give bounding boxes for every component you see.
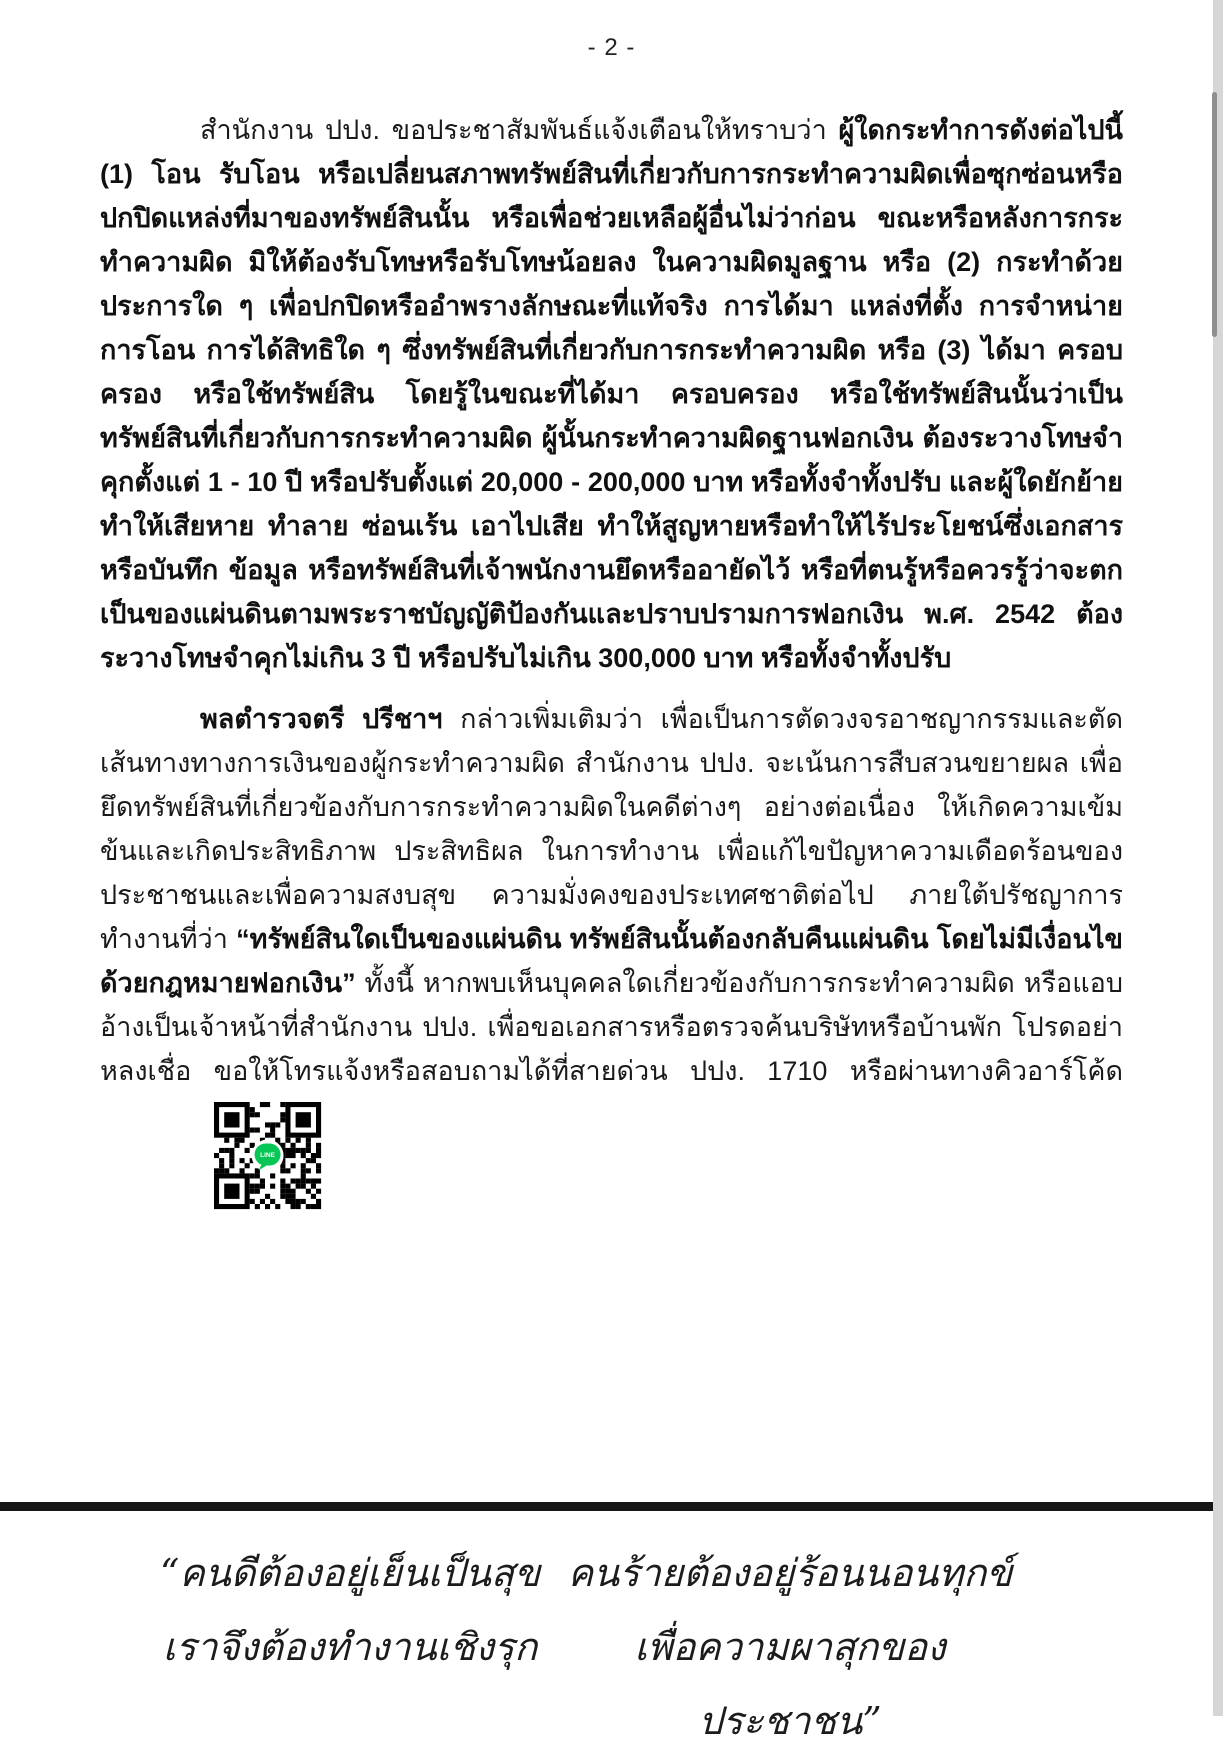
footer-quote-right-line1: คนร้ายต้องอยู่ร้อนนอนทุกข์ — [567, 1551, 1013, 1595]
paragraph-warning-bold: ผู้ใดกระทำการดังต่อไปนี้ (1) โอน รับโอน หรือเปลี่ยนสภาพทรัพย์สินที่เกี่ยวกับการกระทำความผิดเพื่อซุกซ่อนหรือปกปิดแหล่งที่มาของทรัพย์สินนั้น หรือเพื่อช่วยเหลือผู้อื่นไม่ว่าก่อน ขณะหรือหลังการกระทำความผิด มิให้ต้องรับโทษหรือรับโทษน้อยลง ในความผิดมูลฐาน หรือ (2) กระทำด้วยประการใด ๆ เพื่อปกปิดหรืออำพรางลักษณะที่แท้จริง การได้มา แหล่งที่ตั้ง การจำหน่าย การโอน การได้สิทธิใด ๆ ซึ่งทรัพย์สินที่เกี่ยวกับการกระทำความผิด หรือ (3) ได้มา ครอบครอง หรือใช้ทรัพย์สิน โดยรู้ในขณะที่ได้มา ครอบครอง หรือใช้ทรัพย์สินนั้นว่าเป็นทรัพย์สินที่เกี่ยวกับการกระทำความผิด ผู้นั้นกระทำความผิดฐานฟอกเงิน ต้องระวางโทษจำคุกตั้งแต่ 1 - 10 ปี หรือปรับตั้งแต่ 20,000 - 200,000 บาท หรือทั้งจำทั้งปรับ และผู้ใดยักย้าย ทำให้เสียหาย ทำลาย ซ่อนเร้น เอาไปเสีย ทำให้สูญหายหรือทำให้ไร้ประโยชน์ซึ่งเอกสารหรือบันทึก ข้อมูล หรือทรัพย์สินที่เจ้าพนักงานยึดหรืออายัดไว้ หรือที่ตนรู้หรือควรรู้ว่าจะตกเป็นของแผ่นดินตามพระราชบัญญัติป้องกันและปราบปรามการฟอกเงิน พ.ศ. 2542 ต้องระวางโทษจำคุกไม่เกิน 3 ปี หรือปรับไม่เกิน 300,000 บาท หรือทั้งจำทั้งปรับ — [100, 115, 1123, 673]
footer-quote-right-line2: เพื่อความผาสุกของประชาชน” — [634, 1625, 946, 1743]
page-number: - 2 - — [587, 34, 636, 61]
page-edge-mark — [1212, 92, 1217, 337]
philosophy-quote: “ทรัพย์สินใดเป็นของแผ่นดิน ทรัพย์สินนั้นต้องกลับคืนแผ่นดิน โดยไม่มีเงื่อนไข ด้วยกฎหมายฟอกเงิน” — [100, 924, 1123, 998]
paragraph-statement — [100, 697, 1123, 1210]
svg-text:LINE: LINE — [260, 1152, 275, 1160]
footer-quote-right — [560, 1536, 1020, 1758]
footer-quotes — [0, 1528, 1223, 1743]
footer-quote-left-line2: เราจึงต้องทำงานเชิงรุก — [162, 1625, 538, 1669]
paragraph-statement-text-a: กล่าวเพิ่มเติมว่า เพื่อเป็นการตัดวงจรอาชญากรรมและตัดเส้นทางทางการเงินของผู้กระทำความผิด สำนักงาน ปปง. จะเน้นการสืบสวนขยายผล เพื่อยึดทรัพย์สินที่เกี่ยวข้องกับการกระทำความผิดในคดีต่างๆ อย่างต่อเนื่อง ให้เกิดความเข้มข้นและเกิดประสิทธิภาพ ประสิทธิผล ในการทำงาน เพื่อแก้ไขปัญหาความเดือดร้อนของประชาชนและเพื่อความสงบสุข ความมั่งคงของประเทศชาติต่อไป ภายใต้ปรัชญาการทำงานที่ว่า — [100, 704, 1123, 954]
speaker-name: พลตำรวจตรี ปรีชาฯ — [200, 704, 443, 734]
footer-quote-left — [130, 1536, 570, 1684]
paragraph-warning-lead: สำนักงาน ปปง. ขอประชาสัมพันธ์แจ้งเตือนให้ทราบว่า — [200, 115, 839, 145]
footer-quote-left-line1: “คนดีต้องอยู่เย็นเป็นสุข — [159, 1551, 541, 1595]
document-body — [100, 108, 1123, 1227]
line-qr-code — [114, 1100, 275, 1210]
paragraph-warning — [100, 108, 1123, 680]
footer-divider — [0, 1502, 1223, 1511]
paragraph-statement-text-b: ทั้งนี้ หากพบเห็นบุคคลใดเกี่ยวข้องกับการกระทำความผิด หรือแอบอ้างเป็นเจ้าหน้าที่สำนักงาน ปปง. เพื่อขอเอกสารหรือตรวจค้นบริษัทหรือบ้านพัก โปรดอย่าหลงเชื่อ ขอให้โทรแจ้งหรือสอบถามได้ที่สายด่วน ปปง. 1710 หรือผ่านทางคิวอาร์โค้ด — [100, 968, 1123, 1086]
